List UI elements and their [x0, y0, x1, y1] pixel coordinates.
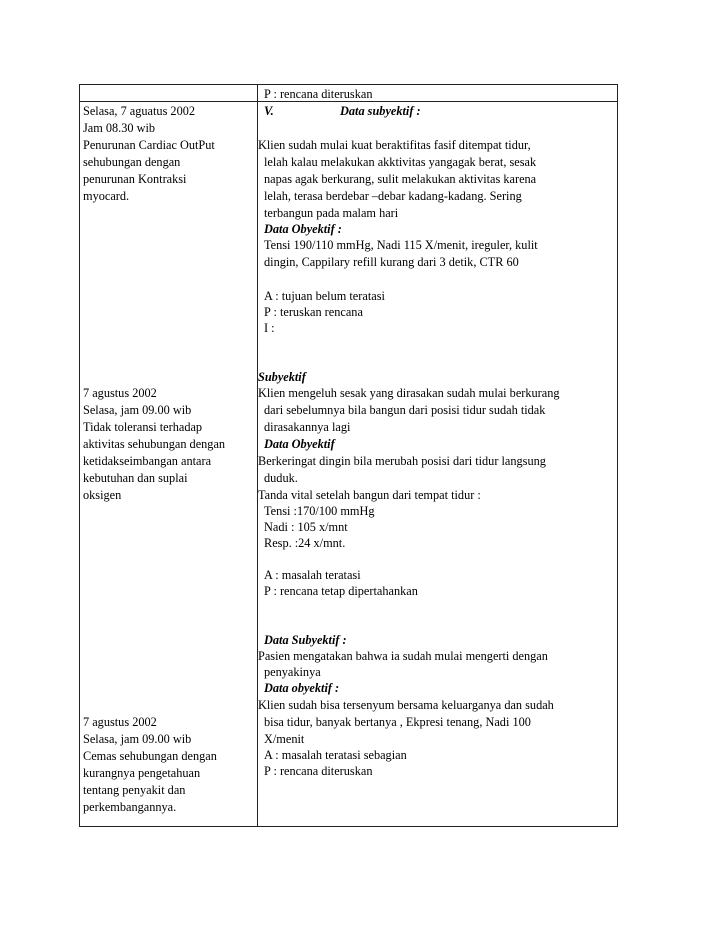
entry1-diagnosis-line: sehubungan dengan [83, 155, 181, 169]
entry2-assessment: A : masalah teratasi [264, 568, 361, 582]
entry3-date: 7 agustus 2002 [83, 715, 157, 729]
entry3-objective-line: Klien sudah bisa tersenyum bersama keluarganya dan sudah [258, 698, 554, 712]
entry1-subjective-line: terbangun pada malam hari [264, 206, 399, 220]
entry2-time: Selasa, jam 09.00 wib [83, 403, 192, 417]
entry3-diagnosis-line: perkembangannya. [83, 800, 177, 814]
entry2-subjective-line: dari sebelumnya bila bangun dari posisi tidur sudah tidak [264, 403, 546, 417]
entry2-diagnosis-line: aktivitas sehubungan dengan [83, 437, 226, 451]
entry1-time: Jam 08.30 wib [83, 121, 156, 135]
entry2-plan: P : rencana tetap dipertahankan [264, 584, 418, 598]
entry1-heading-prefix: V. [264, 104, 274, 118]
entry3-subjective-heading: Data Subyektif : [264, 633, 347, 647]
entry2-objective-line: Berkeringat dingin bila merubah posisi dari tidur langsung [258, 454, 546, 468]
entry3-subjective-line: Pasien mengatakan bahwa ia sudah mulai mengerti dengan [258, 649, 548, 663]
entry1-objective-line: dingin, Cappilary refill kurang dari 3 detik, CTR 60 [264, 255, 519, 269]
header-plan: P : rencana diteruskan [264, 87, 373, 101]
table-border-left [79, 84, 80, 827]
entry3-subjective-line: penyakinya [264, 665, 321, 679]
entry3-objective-line: bisa tidur, banyak bertanya , Ekpresi tenang, Nadi 100 [264, 715, 531, 729]
entry2-subjective-line: dirasakannya lagi [264, 420, 351, 434]
entry2-vital-tensi: Tensi :170/100 mmHg [264, 504, 375, 518]
entry1-objective-line: Tensi 190/110 mmHg, Nadi 115 X/menit, ireguler, kulit [264, 238, 538, 252]
entry2-subjective-line: Klien mengeluh sesak yang dirasakan sudah mulai berkurang [258, 386, 560, 400]
entry1-subjective-line: lelah kalau melakukan akktivitas yangagak berat, sesak [264, 155, 537, 169]
entry1-plan: P : teruskan rencana [264, 305, 363, 319]
table-border-top [79, 84, 618, 85]
entry1-subjective-line: napas agak berkurang, sulit melakukan aktivitas karena [264, 172, 537, 186]
entry1-diagnosis-line: Penurunan Cardiac OutPut [83, 138, 215, 152]
entry3-time: Selasa, jam 09.00 wib [83, 732, 192, 746]
entry2-subjective-heading: Subyektif [258, 370, 306, 384]
entry2-objective-heading: Data Obyektif [264, 437, 335, 451]
table-border-bottom [79, 826, 618, 827]
entry2-diagnosis-line: oksigen [83, 488, 122, 502]
entry1-subjective-line: Klien sudah mulai kuat beraktifitas fasif ditempat tidur, [258, 138, 531, 152]
entry2-date: 7 agustus 2002 [83, 386, 157, 400]
table-border-right [617, 84, 618, 827]
entry1-assessment: A : tujuan belum teratasi [264, 289, 385, 303]
entry1-date: Selasa, 7 aguatus 2002 [83, 104, 196, 118]
entry2-objective-line: duduk. [264, 471, 298, 485]
entry1-implementation: I : [264, 321, 275, 335]
entry3-objective-heading: Data obyektif : [264, 681, 340, 695]
entry1-diagnosis-line: myocard. [83, 189, 130, 203]
entry3-diagnosis-line: kurangnya pengetahuan [83, 766, 201, 780]
entry3-assessment: A : masalah teratasi sebagian [264, 748, 407, 762]
entry1-subjective-line: lelah, terasa berdebar –debar kadang-kadang. Sering [264, 189, 522, 203]
entry3-plan: P : rencana diteruskan [264, 764, 373, 778]
entry2-diagnosis-line: Tidak toleransi terhadap [83, 420, 203, 434]
entry2-diagnosis-line: ketidakseimbangan antara [83, 454, 212, 468]
entry2-vital-nadi: Nadi : 105 x/mnt [264, 520, 348, 534]
entry3-diagnosis-line: tentang penyakit dan [83, 783, 186, 797]
entry3-objective-line: X/menit [264, 732, 305, 746]
entry1-heading: Data subyektif : [340, 104, 421, 118]
entry1-objective-heading: Data Obyektif : [264, 222, 342, 236]
entry3-diagnosis-line: Cemas sehubungan dengan [83, 749, 217, 763]
entry2-diagnosis-line: kebutuhan dan suplai [83, 471, 188, 485]
entry1-diagnosis-line: penurunan Kontraksi [83, 172, 187, 186]
entry2-objective-line: Tanda vital setelah bangun dari tempat tidur : [258, 488, 481, 502]
entry2-vital-resp: Resp. :24 x/mnt. [264, 536, 346, 550]
